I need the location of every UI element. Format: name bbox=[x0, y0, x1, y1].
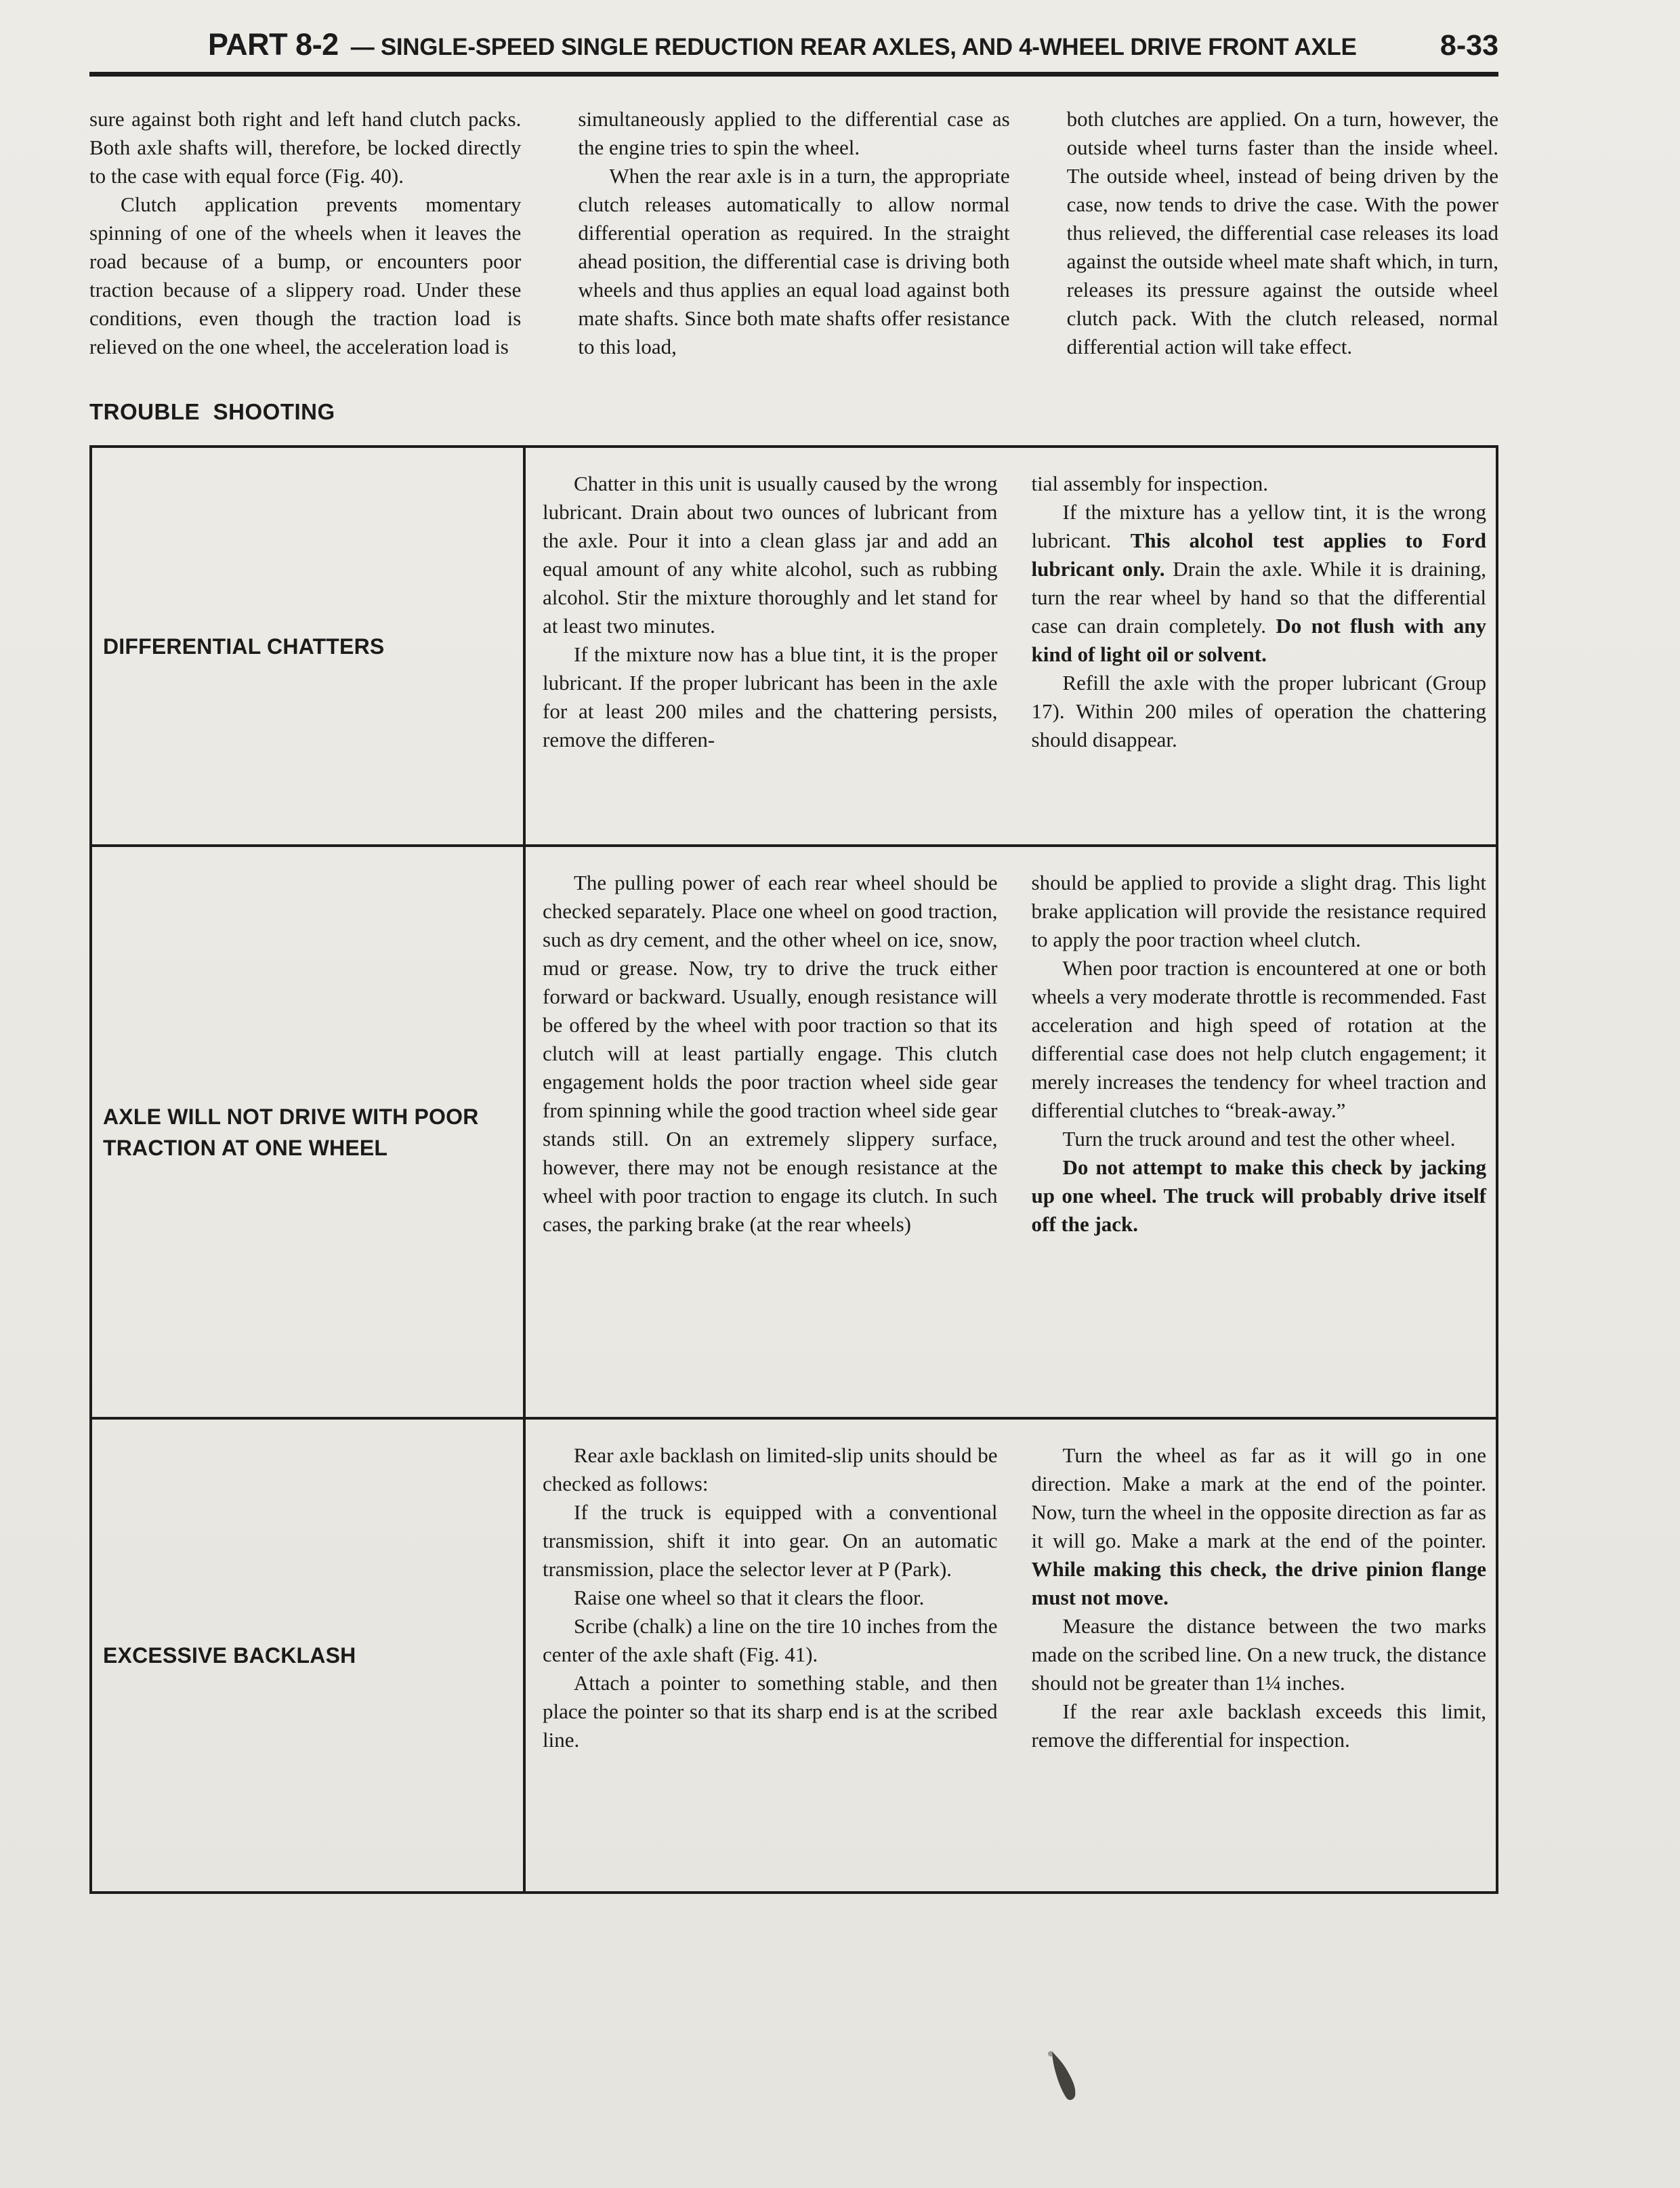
paragraph: Attach a pointer to something stable, and then place the pointer so that its sharp end is at the scribed line. bbox=[543, 1671, 998, 1752]
row-label: EXCESSIVE BACKLASH bbox=[92, 1420, 526, 1891]
row-text-column-1 bbox=[543, 1441, 998, 1867]
paragraph: simultaneously applied to the differential case as the engine tries to spin the wheel. bbox=[578, 107, 1010, 159]
row-label: DIFFERENTIAL CHATTERS bbox=[92, 448, 526, 844]
row-text-column-1 bbox=[543, 470, 998, 820]
paragraph: The pulling power of each rear wheel should be checked separately. Place one wheel on good traction, such as dry cement, and the other wheel on ice, snow, mud or grease. Now, try to drive the truck either forward or backward. Usually, enough resistance will be offered by the wheel with poor traction so that its clutch will at least partially engage. This clutch engagement holds the poor traction wheel side gear from spinning while the good traction wheel side gear stands still. On an extremely slippery surface, however, there may not be enough resistance at the wheel with poor traction to engage its clutch. In such cases, the parking brake (at the rear wheels) bbox=[543, 871, 998, 1236]
row-text-column-2 bbox=[1032, 869, 1487, 1392]
paragraph: Scribe (chalk) a line on the tire 10 inches from the center of the axle shaft (Fig. 41). bbox=[543, 1614, 998, 1666]
paragraph: Raise one wheel so that it clears the floor. bbox=[574, 1586, 925, 1609]
paragraph: Measure the distance between the two marks made on the scribed line. On a new truck, the distance should not be greater than 1¼ inches. bbox=[1031, 1614, 1486, 1695]
troubleshooting-table bbox=[89, 445, 1498, 1894]
row-text-column-2 bbox=[1032, 1441, 1487, 1867]
paragraph: When poor traction is encountered at one or both wheels a very moderate throttle is recommended. Fast acceleration and high speed of rotation at the differential case does not help clutch engagement; it merely increases the tendency for wheel traction and differential clutches to “break-away.” bbox=[1031, 956, 1486, 1122]
page-header bbox=[89, 27, 1498, 77]
paragraph: Turn the truck around and test the other wheel. bbox=[1062, 1127, 1456, 1151]
row-text-column-2 bbox=[1032, 470, 1487, 820]
paragraph: Rear axle backlash on limited-slip units should be checked as follows: bbox=[543, 1443, 998, 1495]
bold-text: This alcohol test applies to Ford lubricant only. bbox=[1031, 529, 1486, 581]
smudge-shape bbox=[1047, 2050, 1091, 2103]
bold-text: While making this check, the drive pinion flange must not move. bbox=[1031, 1557, 1486, 1609]
intro-column-right bbox=[1067, 105, 1498, 361]
page-title: — SINGLE-SPEED SINGLE REDUCTION REAR AXLES, AND 4-WHEEL DRIVE FRONT AXLE bbox=[350, 34, 1357, 60]
paragraph: If the truck is equipped with a conventional transmission, shift it into gear. On an automatic transmission, place the selector lever at P (Park). bbox=[543, 1500, 998, 1581]
bold-text: Do not attempt to make this check by jacking up one wheel. The truck will probably drive itself off the jack. bbox=[1031, 1155, 1486, 1236]
header-line bbox=[89, 27, 1498, 62]
paragraph: Clutch application prevents momentary spinning of one of the wheels when it leaves the road because of a bump, or encounters poor traction because of a slippery road. Under these conditions, even though the traction load is relieved on the one wheel, the acceleration load is bbox=[89, 192, 522, 358]
section-heading: TROUBLE SHOOTING bbox=[89, 399, 335, 424]
paragraph: tial assembly for inspection. bbox=[1031, 472, 1269, 495]
paragraph: When the rear axle is in a turn, the appropriate clutch releases automatically to allow normal differential operation as required. In the straight ahead position, the differential case is driving both wheels and thus applies an equal load against both mate shafts. Since both mate shafts offer resistance to this load, bbox=[578, 164, 1010, 358]
paragraph: If the mixture has a yellow tint, it is the wrong lubricant. This alcohol test applies to Ford lubricant only. Drain the axle. While it is draining, turn the rear wheel by hand so that the differential case can drain completely. Do not flush with any kind of light oil or solvent. bbox=[1031, 500, 1487, 666]
paragraph: should be applied to provide a slight drag. This light brake application will provide the resistance required to apply the poor traction wheel clutch. bbox=[1031, 871, 1486, 951]
paragraph bbox=[1032, 1153, 1487, 1239]
part-number: PART 8-2 bbox=[208, 27, 339, 62]
page-number: 8-33 bbox=[1440, 29, 1498, 62]
table-row-axle-will-not-drive bbox=[92, 844, 1496, 1417]
paragraph: If the mixture now has a blue tint, it is the proper lubricant. If the proper lubricant has been in the axle for at least 200 miles and the chattering persists, remove the differen- bbox=[543, 642, 998, 751]
paragraph: sure against both right and left hand clutch packs. Both axle shafts will, therefore, be locked directly to the case with equal force (Fig. 40). bbox=[89, 107, 522, 188]
paragraph: Turn the wheel as far as it will go in one direction. Make a mark at the end of the pointer. Now, turn the wheel in the opposite direction as far as it will go. Make a mark at the end of the pointer. While making this check, the drive pinion flange must not move. bbox=[1031, 1443, 1486, 1609]
paragraph: Refill the axle with the proper lubricant (Group 17). Within 200 miles of operation the chattering should disappear. bbox=[1031, 671, 1486, 751]
row-text-column-1 bbox=[543, 869, 998, 1392]
row-label: AXLE WILL NOT DRIVE WITH POOR TRACTION AT ONE WHEEL bbox=[92, 847, 526, 1417]
intro-column-left bbox=[89, 105, 521, 361]
intro-section bbox=[89, 105, 1498, 361]
header-rule bbox=[89, 72, 1498, 77]
bold-text: Do not flush with any kind of light oil or solvent. bbox=[1031, 614, 1486, 666]
row-text-area bbox=[526, 847, 1496, 1417]
paragraph: Chatter in this unit is usually caused by the wrong lubricant. Drain about two ounces of lubricant from the axle. Pour it into a clean glass jar and add an equal amount of any white alcohol, such as rubbing alcohol. Stir the mixture thoroughly and let stand for at least two minutes. bbox=[543, 472, 998, 638]
intro-column-center bbox=[578, 105, 1009, 361]
table-row-excessive-backlash bbox=[92, 1417, 1496, 1891]
paragraph: If the rear axle backlash exceeds this limit, remove the differential for inspection. bbox=[1031, 1699, 1486, 1752]
table-row-differential-chatters bbox=[92, 448, 1496, 844]
paragraph: both clutches are applied. On a turn, however, the outside wheel turns faster than the inside wheel. The outside wheel, instead of being driven by the case, now tends to drive the case. With the power thus relieved, the differential case releases its load against the outside wheel mate shaft which, in turn, releases its pressure against the outside wheel clutch pack. With the clutch released, normal differential action will take effect. bbox=[1066, 107, 1498, 358]
row-text-area bbox=[526, 1420, 1496, 1891]
ink-smudge-artifact bbox=[1047, 2050, 1091, 2106]
row-text-area bbox=[526, 448, 1496, 844]
